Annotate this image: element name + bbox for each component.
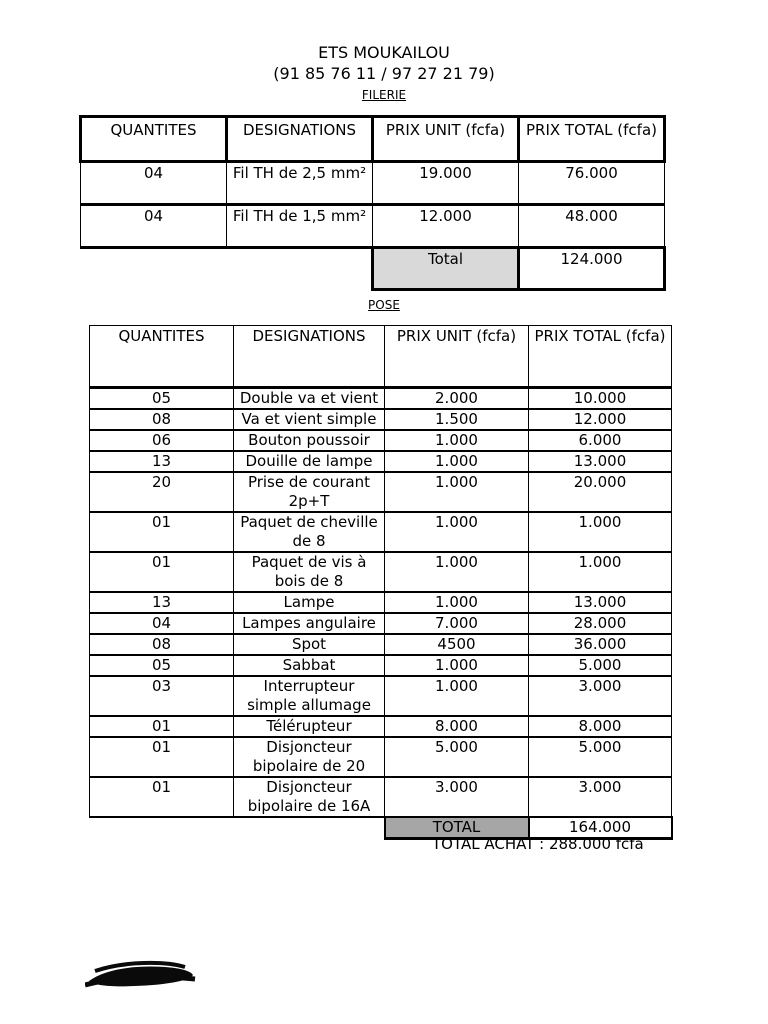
column-header: PRIX TOTAL (fcfa) xyxy=(529,326,672,388)
table-header-row xyxy=(90,326,672,388)
cell-designation: Télérupteur xyxy=(234,716,385,737)
cell-total-price: 36.000 xyxy=(529,634,672,655)
cell-qty: 03 xyxy=(90,676,234,716)
table-row xyxy=(90,777,672,817)
cell-qty: 01 xyxy=(90,737,234,777)
cell-designation: Lampe xyxy=(234,592,385,613)
total-value: 164.000 xyxy=(529,817,672,839)
cell-total-price: 48.000 xyxy=(519,205,665,248)
cell-qty: 05 xyxy=(90,388,234,410)
company-phones: (91 85 76 11 / 97 27 21 79) xyxy=(273,64,495,83)
cell-unit-price: 1.000 xyxy=(385,592,529,613)
cell-total-price: 5.000 xyxy=(529,655,672,676)
cell-total-price: 8.000 xyxy=(529,716,672,737)
cell-qty: 04 xyxy=(90,613,234,634)
column-header: PRIX UNIT (fcfa) xyxy=(385,326,529,388)
cell-designation: Fil TH de 2,5 mm² xyxy=(227,162,373,205)
total-row xyxy=(81,248,665,290)
table-row xyxy=(90,613,672,634)
cell-designation: Bouton poussoir xyxy=(234,430,385,451)
table-row xyxy=(90,634,672,655)
cell-designation: Paquet de cheville de 8 xyxy=(234,512,385,552)
cell-unit-price: 1.500 xyxy=(385,409,529,430)
column-header: PRIX UNIT (fcfa) xyxy=(373,117,519,162)
cell-unit-price: 1.000 xyxy=(385,451,529,472)
cell-qty: 04 xyxy=(81,205,227,248)
cell-total-price: 5.000 xyxy=(529,737,672,777)
cell-unit-price: 5.000 xyxy=(385,737,529,777)
cell-unit-price: 1.000 xyxy=(385,552,529,592)
cell-designation: Disjoncteur bipolaire de 16A xyxy=(234,777,385,817)
cell-qty: 01 xyxy=(90,716,234,737)
cell-unit-price: 1.000 xyxy=(385,512,529,552)
section-title-filerie: FILERIE xyxy=(361,88,407,102)
cell-qty: 13 xyxy=(90,592,234,613)
cell-total-price: 1.000 xyxy=(529,512,672,552)
table-row xyxy=(90,409,672,430)
cell-qty: 05 xyxy=(90,655,234,676)
cell-qty: 20 xyxy=(90,472,234,512)
cell-designation: Sabbat xyxy=(234,655,385,676)
table-row xyxy=(90,451,672,472)
table-row xyxy=(90,592,672,613)
table-row xyxy=(90,655,672,676)
table-row xyxy=(90,388,672,410)
column-header: QUANTITES xyxy=(90,326,234,388)
table-row xyxy=(90,716,672,737)
company-name: ETS MOUKAILOU xyxy=(318,43,450,62)
column-header: PRIX TOTAL (fcfa) xyxy=(519,117,665,162)
cell-total-price: 3.000 xyxy=(529,676,672,716)
total-label: Total xyxy=(373,248,519,290)
document-header xyxy=(0,42,768,84)
cell-total-price: 28.000 xyxy=(529,613,672,634)
cell-total-price: 10.000 xyxy=(529,388,672,410)
cell-designation: Interrupteur simple allumage xyxy=(234,676,385,716)
cell-unit-price: 1.000 xyxy=(385,430,529,451)
cell-designation: Disjoncteur bipolaire de 20 xyxy=(234,737,385,777)
cell-total-price: 20.000 xyxy=(529,472,672,512)
cell-designation: Paquet de vis à bois de 8 xyxy=(234,552,385,592)
table-row xyxy=(90,676,672,716)
cell-unit-price: 3.000 xyxy=(385,777,529,817)
table-row xyxy=(81,162,665,205)
cell-unit-price: 7.000 xyxy=(385,613,529,634)
cell-total-price: 13.000 xyxy=(529,592,672,613)
cell-qty: 01 xyxy=(90,552,234,592)
cell-unit-price: 12.000 xyxy=(373,205,519,248)
cell-total-price: 13.000 xyxy=(529,451,672,472)
table-header-row xyxy=(81,117,665,162)
table-row xyxy=(90,472,672,512)
cell-total-price: 3.000 xyxy=(529,777,672,817)
cell-designation: Lampes angulaire xyxy=(234,613,385,634)
cell-designation: Double va et vient xyxy=(234,388,385,410)
section-title-pose: POSE xyxy=(368,298,400,312)
cell-qty: 01 xyxy=(90,777,234,817)
cell-designation: Spot xyxy=(234,634,385,655)
cell-unit-price: 1.000 xyxy=(385,472,529,512)
cell-unit-price: 19.000 xyxy=(373,162,519,205)
grand-total: TOTAL ACHAT : 288.000 fcfa xyxy=(432,835,644,853)
cell-unit-price: 4500 xyxy=(385,634,529,655)
cell-designation: Fil TH de 1,5 mm² xyxy=(227,205,373,248)
cell-unit-price: 1.000 xyxy=(385,676,529,716)
cell-designation: Douille de lampe xyxy=(234,451,385,472)
column-header: DESIGNATIONS xyxy=(227,117,373,162)
cell-qty: 08 xyxy=(90,409,234,430)
cell-qty: 13 xyxy=(90,451,234,472)
cell-qty: 04 xyxy=(81,162,227,205)
cell-total-price: 76.000 xyxy=(519,162,665,205)
cell-qty: 08 xyxy=(90,634,234,655)
table-row xyxy=(90,512,672,552)
cell-designation: Va et vient simple xyxy=(234,409,385,430)
total-label: TOTAL xyxy=(385,817,529,839)
filerie-table xyxy=(79,115,666,291)
cell-unit-price: 2.000 xyxy=(385,388,529,410)
column-header: QUANTITES xyxy=(81,117,227,162)
table-row xyxy=(90,737,672,777)
column-header: DESIGNATIONS xyxy=(234,326,385,388)
cell-total-price: 12.000 xyxy=(529,409,672,430)
cell-qty: 06 xyxy=(90,430,234,451)
table-row xyxy=(81,205,665,248)
cell-total-price: 1.000 xyxy=(529,552,672,592)
table-row xyxy=(90,552,672,592)
cell-qty: 01 xyxy=(90,512,234,552)
table-row xyxy=(90,430,672,451)
pose-table xyxy=(89,325,673,840)
cell-total-price: 6.000 xyxy=(529,430,672,451)
total-value: 124.000 xyxy=(519,248,665,290)
cell-unit-price: 8.000 xyxy=(385,716,529,737)
cell-unit-price: 1.000 xyxy=(385,655,529,676)
cell-designation: Prise de courant 2p+T xyxy=(234,472,385,512)
redacted-signature xyxy=(85,955,197,991)
